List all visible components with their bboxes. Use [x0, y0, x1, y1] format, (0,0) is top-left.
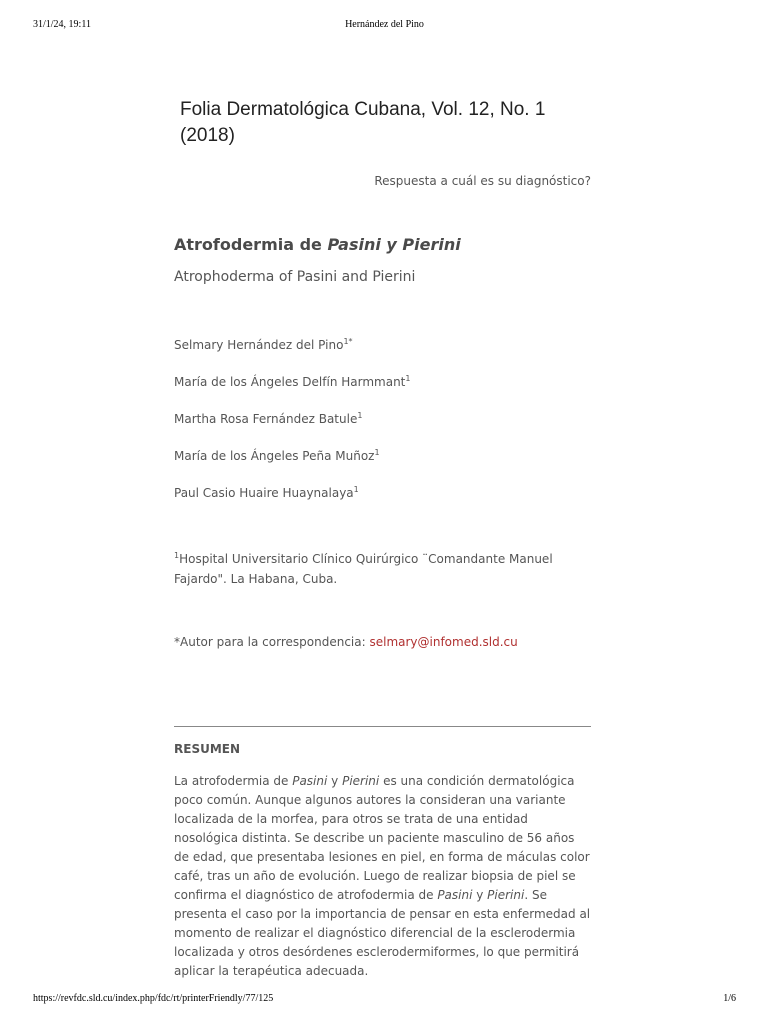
author-affiliation-mark: 1	[357, 411, 363, 420]
section-divider	[174, 726, 591, 727]
correspondence-label: *Autor para la correspondencia:	[174, 635, 370, 649]
author-affiliation-mark: 1	[374, 448, 380, 457]
abstract-italic-term: Pasini	[292, 774, 328, 788]
author-item	[174, 336, 410, 373]
abstract-text: y	[472, 888, 488, 902]
abstract-heading: RESUMEN	[174, 742, 241, 756]
author-item	[174, 410, 410, 447]
author-item	[174, 484, 410, 521]
print-datetime: 31/1/24, 19:11	[33, 19, 91, 30]
affiliation-mark: 1	[174, 551, 180, 560]
abstract-body	[174, 772, 592, 981]
author-affiliation-mark: 1	[405, 374, 411, 383]
affiliation-text: Hospital Universitario Clínico Quirúrgico ¨Comandante Manuel Fajardo". La Habana, Cuba.	[174, 552, 553, 586]
abstract-text: es una condición dermatológica poco común. Aunque algunos autores la consideran una variante localizada de la morfea, para otros se trata de una entidad nosológica distinta. Se describe un paciente masculino de 56 años de edad, que presentaba lesiones en piel, en forma de máculas color café, tras un año de evolución. Luego de realizar biopsia de piel se confirma el diagnóstico de atrofodermia de	[174, 774, 590, 902]
correspondence-email-link[interactable]: selmary@infomed.sld.cu	[369, 635, 518, 649]
abstract-italic-term: Pierini	[487, 888, 525, 902]
article-title-prefix: Atrofodermia de	[174, 235, 328, 254]
abstract-italic-term: Pasini	[437, 888, 473, 902]
print-url: https://revfdc.sld.cu/index.php/fdc/rt/printerFriendly/77/125	[33, 993, 274, 1004]
affiliation	[174, 549, 594, 589]
abstract-text: . Se presenta el caso por la importancia de pensar en esta enfermedad al momento de realizar el diagnóstico diferencial de la esclerodermia localizada y otros desórdenes esclerodermiformes, lo que permitirá aplicar la terapéutica adecuada.	[174, 888, 591, 978]
author-name: María de los Ángeles Peña Muñoz	[174, 449, 375, 463]
print-title: Hernández del Pino	[345, 19, 424, 30]
article-title-italic: Pasini y Pierini	[327, 235, 461, 254]
abstract-text: y	[327, 774, 343, 788]
print-page-number: 1/6	[723, 993, 736, 1004]
article-title	[174, 235, 461, 254]
abstract-text: La atrofodermia de	[174, 774, 293, 788]
correspondence	[174, 632, 518, 652]
print-header	[33, 19, 736, 33]
abstract-italic-term: Pierini	[342, 774, 380, 788]
print-footer	[33, 993, 736, 1007]
author-name: Paul Casio Huaire Huaynalaya	[174, 486, 354, 500]
author-affiliation-mark: 1*	[343, 337, 353, 346]
article-subtitle: Atrophoderma of Pasini and Pierini	[174, 269, 416, 285]
journal-title: Folia Dermatológica Cubana, Vol. 12, No. 1 (2018)	[180, 99, 546, 146]
author-name: Selmary Hernández del Pino	[174, 338, 344, 352]
section-label: Respuesta a cuál es su diagnóstico?	[374, 174, 591, 188]
author-item	[174, 447, 410, 484]
author-item	[174, 373, 410, 410]
author-affiliation-mark: 1	[353, 485, 359, 494]
author-name: María de los Ángeles Delfín Harmmant	[174, 375, 406, 389]
author-list	[174, 336, 410, 521]
author-name: Martha Rosa Fernández Batule	[174, 412, 358, 426]
